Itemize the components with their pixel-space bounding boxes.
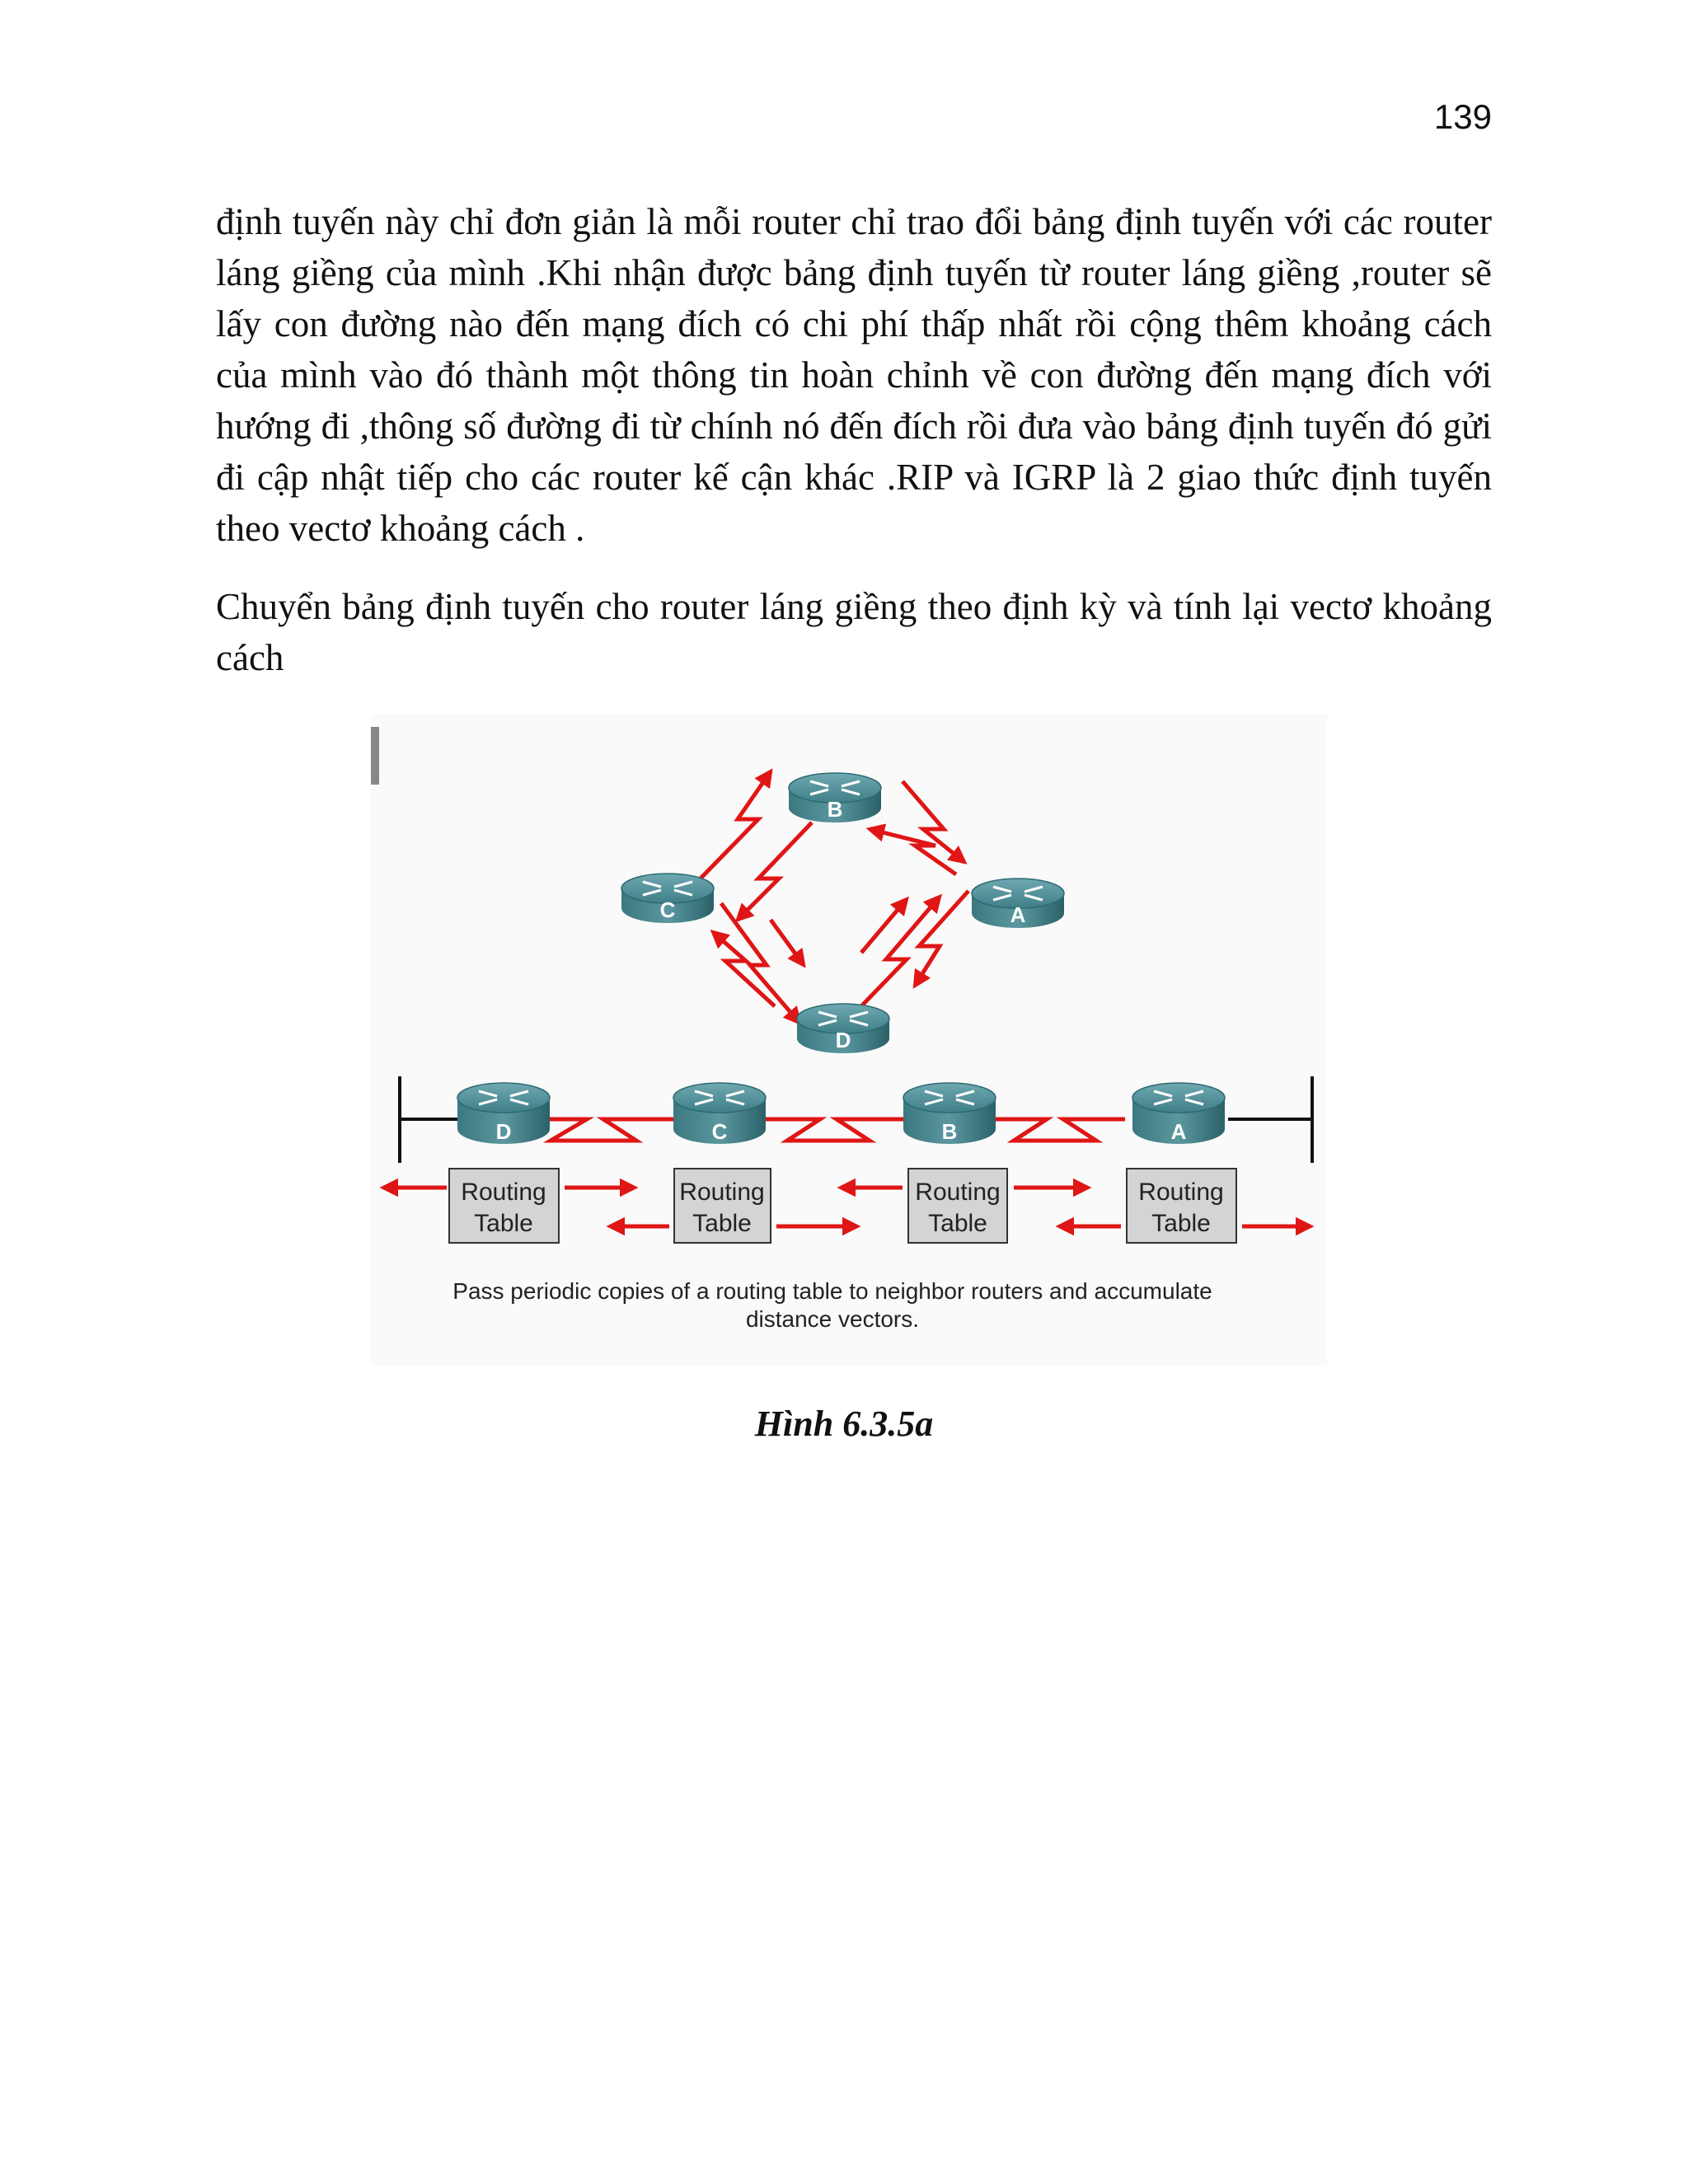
router-bottom-d bbox=[457, 1083, 550, 1144]
routing-table-c bbox=[674, 1169, 771, 1243]
routing-table-d-line2: Table bbox=[474, 1210, 533, 1237]
distance-vector-figure bbox=[371, 714, 1327, 1366]
router-bottom-b-label: B bbox=[941, 1119, 958, 1144]
router-bottom-b bbox=[903, 1083, 996, 1144]
figure-caption-line2: distance vectors. bbox=[745, 1306, 920, 1332]
body-paragraph-1: định tuyến này chỉ đơn giản là mỗi router chỉ trao đổi bảng định tuyến với các router láng giềng của mình .Khi nhận được bảng định tuyến từ router láng giềng ,router sẽ lấy con đường nào đến mạng đích có chi phí thấp nhất rồi cộng thêm khoảng cách của mình vào đó thành một thông tin hoàn chỉnh về con đường đến mạng đích với hướng đi ,thông số đường đi từ chính nó đến đích rồi đưa vào bảng định tuyến đó gửi đi cập nhật tiếp cho các router kế cận khác .RIP và IGRP là 2 giao thức định tuyến theo vectơ khoảng cách . bbox=[216, 201, 1492, 549]
body-paragraph-2: Chuyển bảng định tuyến cho router láng giềng theo định kỳ và tính lại vectơ khoảng cách bbox=[216, 586, 1492, 678]
router-top-a-label: A bbox=[1010, 902, 1026, 927]
routing-table-c-line2: Table bbox=[692, 1210, 752, 1237]
routing-table-b-line1: Routing bbox=[915, 1179, 1001, 1206]
router-bottom-c-label: C bbox=[711, 1119, 728, 1144]
router-bottom-c bbox=[673, 1083, 766, 1144]
router-top-c bbox=[621, 874, 714, 923]
routing-table-a-line2: Table bbox=[1151, 1210, 1211, 1237]
router-top-d bbox=[797, 1004, 889, 1053]
routing-table-c-line1: Routing bbox=[679, 1179, 765, 1206]
router-top-d-label: D bbox=[835, 1028, 851, 1052]
figure-caption-line1: Pass periodic copies of a routing table to neighbor routers and accumulate bbox=[452, 1278, 1212, 1304]
page-number: 139 bbox=[1433, 97, 1492, 136]
routing-table-a bbox=[1127, 1169, 1236, 1243]
routing-table-d bbox=[449, 1169, 559, 1243]
routing-table-d-line1: Routing bbox=[461, 1179, 546, 1206]
router-bottom-a bbox=[1132, 1083, 1225, 1144]
figure-caption: Hình 6.3.5a bbox=[754, 1404, 934, 1444]
router-bottom-d-label: D bbox=[495, 1119, 512, 1144]
router-top-b bbox=[789, 773, 881, 823]
figure-left-edge-mark bbox=[371, 727, 379, 785]
routing-table-b-line2: Table bbox=[928, 1210, 987, 1237]
router-top-b-label: B bbox=[827, 797, 843, 822]
router-bottom-a-label: A bbox=[1170, 1119, 1187, 1144]
router-top-a bbox=[972, 879, 1064, 928]
routing-table-b bbox=[908, 1169, 1007, 1243]
router-top-c-label: C bbox=[659, 898, 676, 922]
routing-table-a-line1: Routing bbox=[1138, 1179, 1224, 1206]
